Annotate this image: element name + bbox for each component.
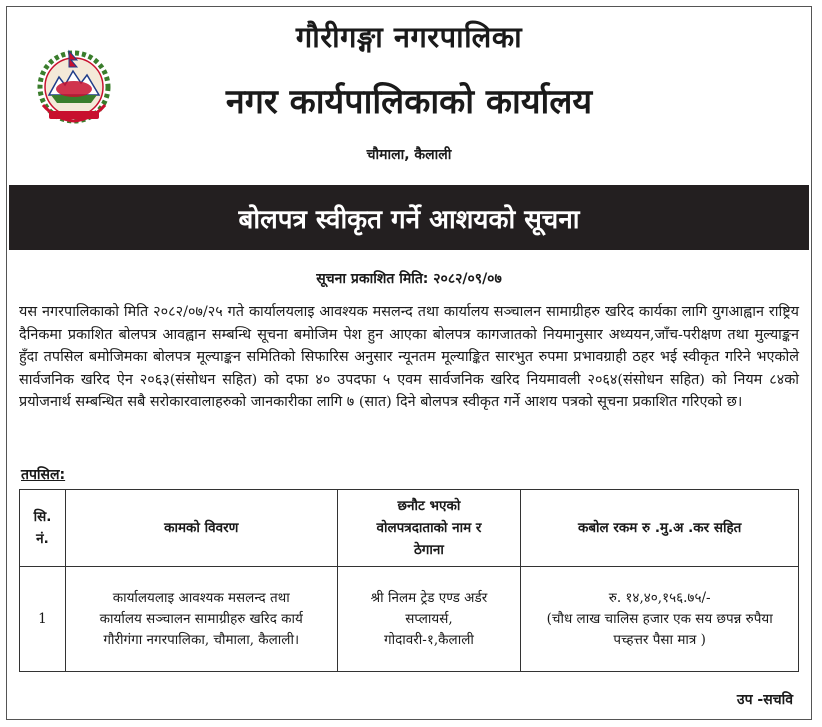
header-bidder — [337, 490, 521, 567]
cell-line: रु. १४,४०,१५६.७५/- — [608, 589, 711, 606]
cell-bidder — [337, 567, 521, 672]
cell-line: पच्हत्तर पैसा मात्र ) — [613, 631, 706, 648]
cell-bid-amount — [521, 567, 799, 672]
cell-line: सप्लायर्स, — [405, 610, 453, 627]
schedule-heading: तपसिल: — [21, 467, 66, 483]
office-name: नगर कार्यपालिकाको कार्यालय — [225, 82, 593, 122]
notice-title: बोलपत्र स्वीकृत गर्ने आशयको सूचना — [238, 204, 580, 235]
header-line: वोलपत्रदाताको नाम र — [376, 520, 482, 536]
signatory-title: उप -सचवि — [736, 692, 793, 708]
notice-body — [19, 301, 799, 414]
notice-line: सारभुत रुपमा प्रभावग्राही ठहर भई स्वीकृत गरिने भएकोले सार्वजनिक खरिद ऐन २०६३(संसोधन सहित) को दफा ४० उपदफा ५ एवम — [19, 349, 799, 388]
cell-line: (चौध लाख चालिस हजार एक सय छपन्न रुपैया — [546, 610, 773, 627]
cell-line: कार्यालय सञ्चालन सामाग्रीहरु खरिद कार्य — [99, 610, 303, 627]
cell-work-description — [65, 567, 337, 672]
header-line: नं. — [36, 531, 49, 547]
notice-line: युगआह्वान राष्ट्रिय दैनिकमा प्रकाशित बोलपत्र आवह्वान सम्बन्धि सूचना बमोजिम पेश हुन आएका बोलपत्र कागजातको नियमानुसार — [19, 304, 799, 343]
header-line: ठेगाना — [413, 542, 444, 558]
office-location: चौमाला, कैलाली — [366, 147, 452, 163]
notice-title-banner — [9, 185, 809, 250]
cell-line: कार्यालयलाइ आवश्यक मसलन्द तथा — [112, 589, 290, 606]
header-bid-amount — [521, 490, 799, 567]
header-serial-no — [20, 490, 66, 567]
notice-line: ७ (सात) दिने बोलपत्र स्वीकृत गर्ने आशय पत्रको सूचना प्रकाशित गरिएको छ। — [346, 394, 743, 410]
header-line: कामको विवरण — [164, 520, 239, 536]
notice-page — [6, 6, 812, 720]
header-line: कबोल रकम रु .मु.अ .कर सहित — [577, 520, 742, 536]
cell-line: गोदावरी-१,कैलाली — [384, 631, 474, 648]
table-row — [20, 567, 799, 672]
notice-line: यस नगरपालिकाको मिति २०८२/०७/२५ गते कार्यालयलाइ आवश्यक मसलन्द तथा कार्यालय सञ्चालन सामाग्रीहरु खरिद कार्यका लागि — [19, 304, 708, 320]
header-work-description — [65, 490, 337, 567]
table-header-row — [20, 490, 799, 567]
award-table — [19, 489, 799, 672]
notice-line: अध्ययन,जाँच-परीक्षण तथा मुल्याङ्कन हुँदा तपसिल बमोजिमका बोलपत्र मूल्याङ्कन समितिको सिफारिस अनुसार न्यूनतम मूल्याङ्कित — [19, 326, 799, 365]
header-line: सि. — [33, 509, 52, 525]
cell-line: श्री निलम ट्रेड एण्ड अर्डर — [370, 589, 488, 606]
notice-line: सार्वजनिक खरिद नियमावली २०६४(संसोधन सहित) को नियम ८४को प्रयोजनार्थ सम्बन्धित सबै सरोकारवालाहरुको जानकारीका लागि — [19, 371, 799, 410]
header-line: छनौट भएको — [397, 498, 461, 514]
published-date: सूचना प्रकाशित मिति: २०८२/०९/०७ — [316, 271, 502, 287]
cell-line: गौरीगंगा नगरपालिका, चौमाला, कैलाली। — [103, 631, 300, 648]
cell-serial-no: 1 — [20, 567, 66, 672]
org-name: गौरीगङ्गा नगरपालिका — [295, 20, 523, 54]
